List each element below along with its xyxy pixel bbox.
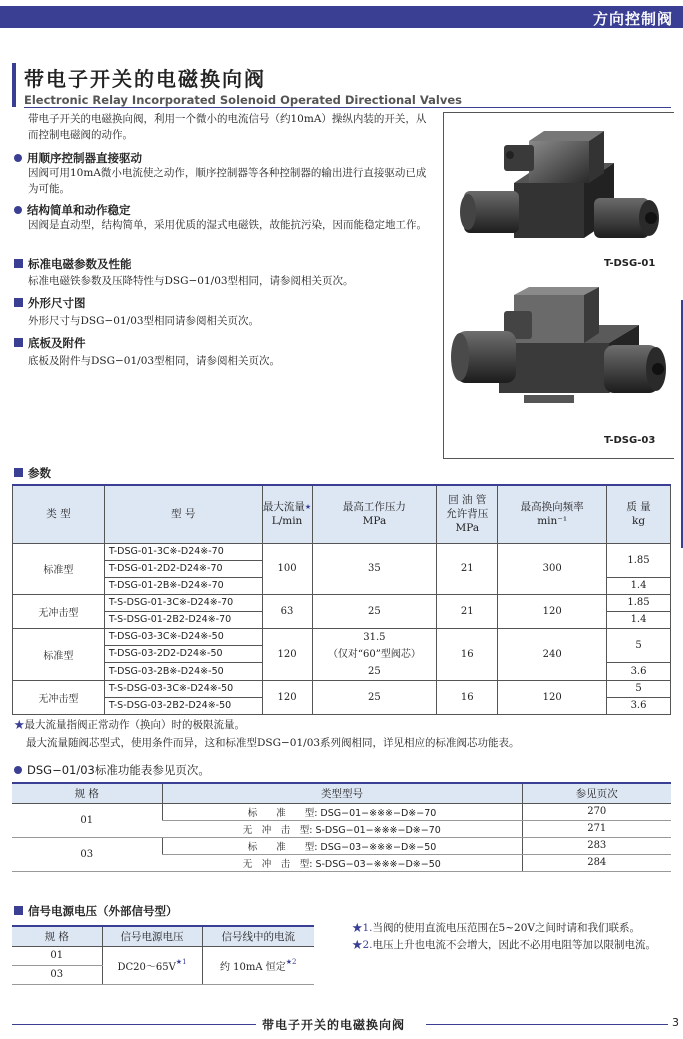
ref-table: [12, 782, 671, 872]
table-row: 无冲击型 T-S-DSG-01-3C※-D24※-70 63 25 21 120 1.85: [13, 594, 671, 611]
category-title: 方向控制阀: [592, 10, 673, 28]
product-image-panel: [443, 112, 674, 459]
params-header-row: [13, 485, 671, 543]
top-banner: [0, 6, 683, 28]
section-electrical-heading: 标准电磁参数及性能: [14, 256, 132, 272]
params-heading: 参数: [14, 465, 51, 481]
signal-note-2: ★2.电压上升也电流不会增大，因此不必用电阻等加以限制电流。: [352, 939, 657, 951]
table-row: 无 冲 击 型: S-DSG−01−※※※−D※−70 271: [12, 820, 671, 837]
valve-t-dsg-03-image: [444, 283, 675, 433]
square-bullet-icon: [14, 298, 23, 307]
feature-2-heading: 结构简单和动作稳定: [14, 202, 131, 218]
ref-header-row: 规 格 类型型号 参见页次: [12, 783, 671, 803]
section-dimensions-text: 外形尺寸与DSG−01/03型相同请参阅相关页次。: [28, 315, 260, 327]
page-title: 带电子开关的电磁换向阀: [24, 67, 266, 91]
params-note-1: ★最大流量指阀正常动作（换向）时的极限流量。: [14, 719, 245, 731]
bullet-icon: [14, 766, 22, 774]
star-icon: ★: [304, 503, 312, 512]
table-row: T-S-DSG-03-2B2-D24※-50 3.6: [13, 697, 671, 714]
section-subplate-text: 底板及附件与DSG−01/03型相同，请参阅相关页次。: [28, 355, 281, 367]
image-caption-1: T-DSG-01: [604, 258, 656, 269]
square-bullet-icon: [14, 906, 23, 915]
table-row: 03 标 准 型: DSG−03−※※※−D※−50 283: [12, 837, 671, 854]
bullet-icon: [14, 206, 22, 214]
col-pressure: 最高工作压力 MPa: [312, 485, 437, 543]
col-type: 类 型: [13, 485, 105, 543]
heading-divider: [24, 107, 671, 108]
valve-t-dsg-01-image: [444, 123, 675, 273]
params-note-2: 最大流量随阀芯型式，使用条件而异，这和标准型DSG−01/03系列阀相同，详见相应的标准阀芯功能表。: [26, 737, 520, 749]
footer-rule-left: [12, 1024, 256, 1025]
table-row: T-DSG-03-2B※-D24※-50 3.6: [13, 663, 671, 680]
square-bullet-icon: [14, 468, 23, 477]
signal-header-row: 规 格 信号电源电压 信号线中的电流: [12, 926, 314, 946]
square-bullet-icon: [14, 259, 23, 268]
section-subplate-heading: 底板及附件: [14, 335, 86, 351]
page-subtitle-en: Electronic Relay Incorporated Solenoid Operated Directional Valves: [24, 93, 462, 107]
bullet-icon: [14, 154, 22, 162]
ref-heading: DSG−01/03标准功能表参见页次。: [14, 762, 210, 778]
col-mass: 质 量 kg: [607, 485, 671, 543]
signal-note-1: ★1.当阀的使用直流电压范围在5~20V之间时请和我们联系。: [352, 922, 640, 934]
footer-title: 带电子开关的电磁换向阀: [262, 1018, 406, 1032]
footer-rule-right: [426, 1024, 668, 1025]
table-row: 01 $DC20\sim 65V^{★1}$ 约 10mA 恒定$^{★2}$: [12, 946, 314, 965]
table-row: 无冲击型 T-S-DSG-03-3C※-D24※-50 120 25 16 120 5: [13, 680, 671, 697]
page-number: 3: [672, 1016, 679, 1029]
params-table: [12, 484, 671, 715]
intro-paragraph: 带电子开关的电磁换向阀，利用一个微小的电流信号（约10mA）操纵内装的开关，从而控制电磁阀的动作。: [28, 113, 427, 141]
table-row: T-DSG-01-2B※-D24※-70 1.4: [13, 577, 671, 594]
table-row: 无 冲 击 型: S-DSG−03−※※※−D※−50 284: [12, 854, 671, 871]
table-row: 标准型 T-DSG-03-3C※-D24※-50 120 31.5 （仅对“60”型阀芯） 25 16 240 5: [13, 628, 671, 645]
star-icon: ★: [14, 719, 25, 731]
col-model: 型 号: [104, 485, 262, 543]
table-row: 03: [12, 965, 314, 984]
table-row: T-DSG-03-2D2-D24※-50: [13, 645, 671, 662]
table-row: T-DSG-01-2D2-D24※-70: [13, 560, 671, 577]
table-row: T-S-DSG-01-2B2-D24※-70 1.4: [13, 611, 671, 628]
square-bullet-icon: [14, 338, 23, 347]
section-electrical-text: 标准电磁铁参数及压降特性与DSG−01/03型相同，请参阅相关页次。: [28, 275, 354, 287]
feature-2-text: 因阀是直动型，结构简单，采用优质的湿式电磁铁，故能抗污染，因而能稳定地工作。: [28, 219, 427, 231]
table-row: 01 标 准 型: DSG−01−※※※−D※−70 270: [12, 803, 671, 820]
signal-table: [12, 925, 314, 985]
section-dimensions-heading: 外形尺寸图: [14, 295, 86, 311]
col-frequency: 最高换向频率 min⁻¹: [498, 485, 607, 543]
heading-accent-bar: [12, 63, 16, 107]
image-caption-2: T-DSG-03: [604, 435, 656, 446]
signal-heading: 信号电源电压（外部信号型）: [14, 903, 178, 919]
table-row: 标准型 T-DSG-01-3C※-D24※-70 100 35 21 300 1.85: [13, 543, 671, 560]
feature-1-heading: 用顺序控制器直接驱动: [14, 150, 142, 166]
feature-1-text: 因阀可用10mA微小电流使之动作，顺序控制器等各种控制器的输出进行直接驱动已成为可能。: [28, 167, 427, 195]
col-tank-pressure: 回 油 管 允许背压 MPa: [437, 485, 498, 543]
col-flow: 最大流量★ L/min: [262, 485, 312, 543]
